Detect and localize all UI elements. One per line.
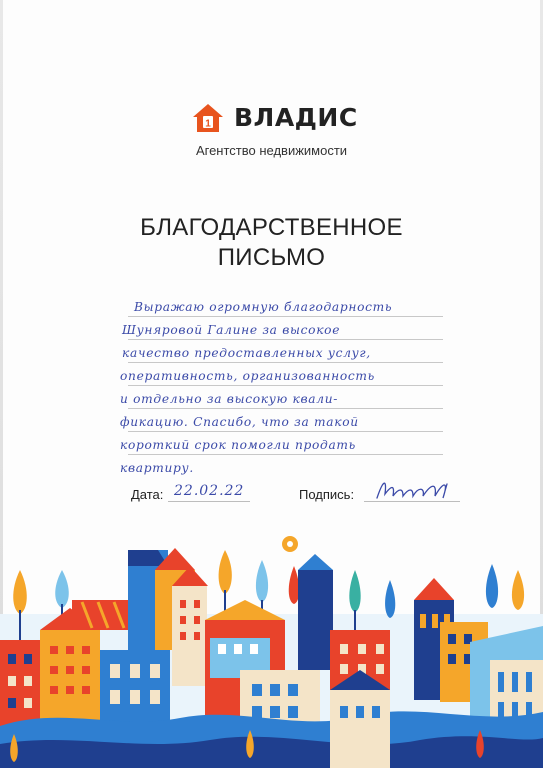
letter-line: и отдельно за высокую квали- xyxy=(120,392,339,406)
city-illustration xyxy=(0,530,543,768)
letter-title-line2: ПИСЬМО xyxy=(217,244,326,271)
brand-logo xyxy=(192,103,362,133)
ruled-line xyxy=(128,408,443,409)
signature-label: Подпись: xyxy=(299,487,355,502)
house-logo-icon xyxy=(192,103,224,133)
brand-tagline: Агентство недвижимости xyxy=(195,143,348,158)
ruled-line xyxy=(128,431,443,432)
handwritten-signature xyxy=(373,476,457,504)
ruled-line xyxy=(128,454,443,455)
brand-name: ВЛАДИС xyxy=(234,103,358,132)
letter-line: фикацию. Спасибо, что за такой xyxy=(120,415,359,429)
ruled-line xyxy=(128,385,443,386)
date-label: Дата: xyxy=(131,487,164,502)
letter-line: оперативность, организованность xyxy=(120,369,375,383)
letter-line: Выражаю огромную благодарность xyxy=(134,300,393,314)
date-rule xyxy=(168,501,250,502)
letter-line: квартиру. xyxy=(120,461,194,475)
letter-line: Шуняровой Галине за высокое xyxy=(122,323,341,337)
letter-line: качество предоставленных услуг, xyxy=(122,346,371,360)
ruled-line xyxy=(128,316,443,317)
svg-text:1: 1 xyxy=(205,118,211,130)
date-value: 22.02.22 xyxy=(174,483,245,499)
letter-line: короткий срок помогли продать xyxy=(120,438,357,452)
letter-title-line1: БЛАГОДАРСТВЕННОЕ xyxy=(140,214,403,241)
ruled-line xyxy=(128,339,443,340)
ruled-line xyxy=(128,362,443,363)
